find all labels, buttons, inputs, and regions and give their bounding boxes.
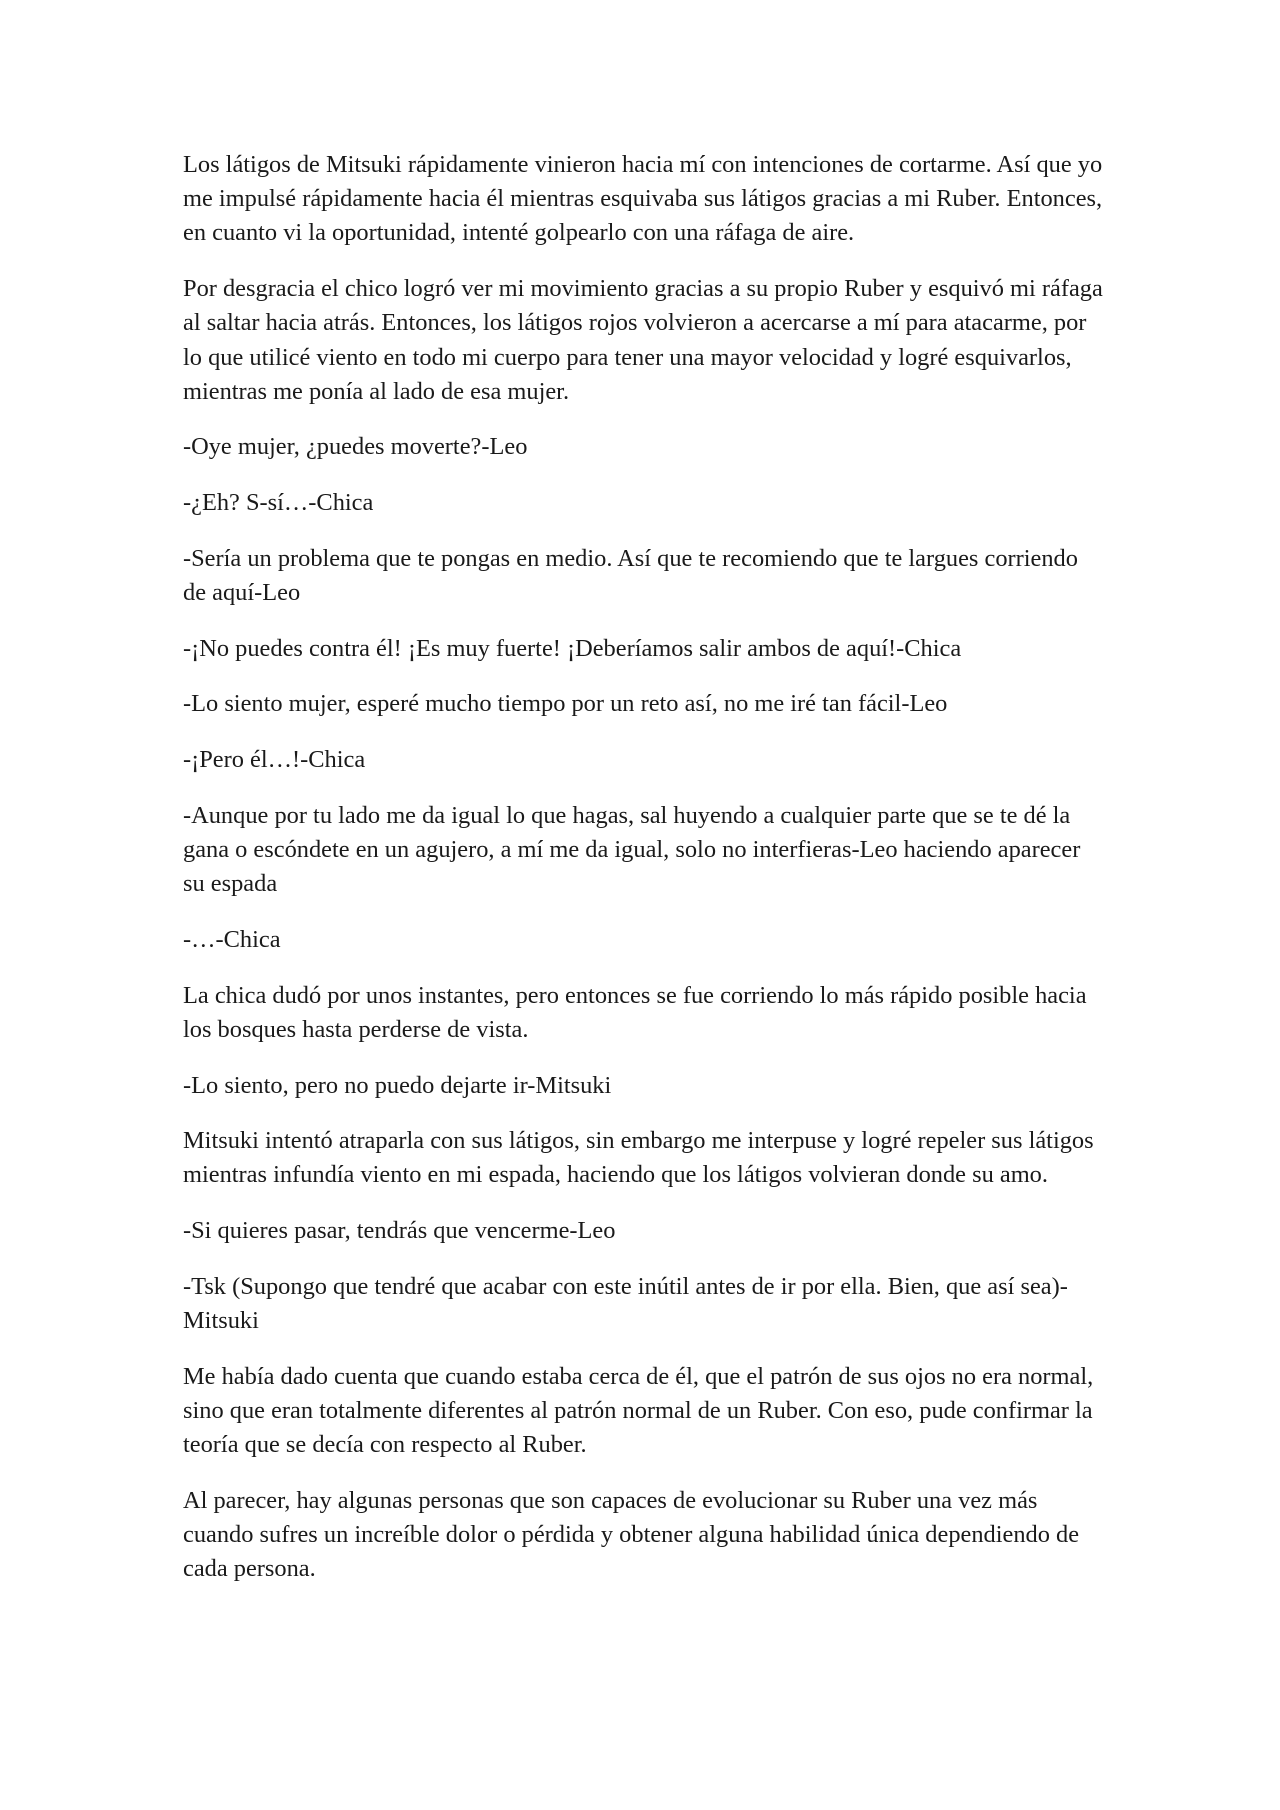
dialogue-line: -¿Eh? S-sí…-Chica [183, 489, 374, 517]
paragraph: Por desgracia el chico logró ver mi movimiento gracias a su propio Ruber y esquivó mi ráfaga al saltar hacia atrás. Entonces, los látigos rojos volvieron a acercarse a mí para atacarme, por lo que utilicé viento en todo mi cuerpo para tener una mayor velocidad y logré esquivarlos, mientras me ponía al lado de esa mujer. [183, 275, 1103, 405]
paragraph: Me había dado cuenta que cuando estaba cerca de él, que el patrón de sus ojos no era normal, sino que eran totalmente diferentes al patrón normal de un Ruber. Con eso, pude confirmar la teoría que se decía con respecto al Ruber. [183, 1362, 1094, 1459]
dialogue-line: -Lo siento, pero no puedo dejarte ir-Mitsuki [183, 1071, 612, 1099]
dialogue-line: -Sería un problema que te pongas en medio. Así que te recomiendo que te largues corriendo de aquí-Leo [183, 544, 1078, 607]
dialogue-line: -…-Chica [183, 925, 281, 953]
dialogue-line: -Oye mujer, ¿puedes moverte?-Leo [183, 433, 528, 461]
paragraph: Los látigos de Mitsuki rápidamente vinieron hacia mí con intenciones de cortarme. Así que yo me impulsé rápidamente hacia él mientras esquivaba sus látigos gracias a mi Ruber. Entonces, en cuanto vi la oportunidad, intenté golpearlo con una ráfaga de aire. [183, 151, 1103, 247]
paragraph: Mitsuki intentó atraparla con sus látigos, sin embargo me interpuse y logré repeler sus látigos mientras infundía viento en mi espada, haciendo que los látigos volvieran donde su amo. [183, 1127, 1094, 1189]
paragraph: La chica dudó por unos instantes, pero entonces se fue corriendo lo más rápido posible hacia los bosques hasta perderse de vista. [183, 981, 1087, 1043]
paragraph: Al parecer, hay algunas personas que son capaces de evolucionar su Ruber una vez más cuando sufres un increíble dolor o pérdida y obtener alguna habilidad única dependiendo de cada persona. [183, 1486, 1080, 1583]
dialogue-line: -¡No puedes contra él! ¡Es muy fuerte! ¡Deberíamos salir ambos de aquí!-Chica [183, 634, 962, 662]
dialogue-line: -Aunque por tu lado me da igual lo que hagas, sal huyendo a cualquier parte que se te dé la gana o escóndete en un agujero, a mí me da igual, solo no interfieras-Leo haciendo aparecer su espada [183, 801, 1081, 898]
dialogue-line: -Tsk (Supongo que tendré que acabar con este inútil antes de ir por ella. Bien, que así sea)-Mitsuki [183, 1272, 1068, 1335]
dialogue-line: -Si quieres pasar, tendrás que vencerme-Leo [183, 1217, 616, 1245]
document-body [183, 148, 1103, 1608]
dialogue-line: -Lo siento mujer, esperé mucho tiempo por un reto así, no me iré tan fácil-Leo [183, 690, 948, 718]
dialogue-line: -¡Pero él…!-Chica [183, 746, 366, 774]
